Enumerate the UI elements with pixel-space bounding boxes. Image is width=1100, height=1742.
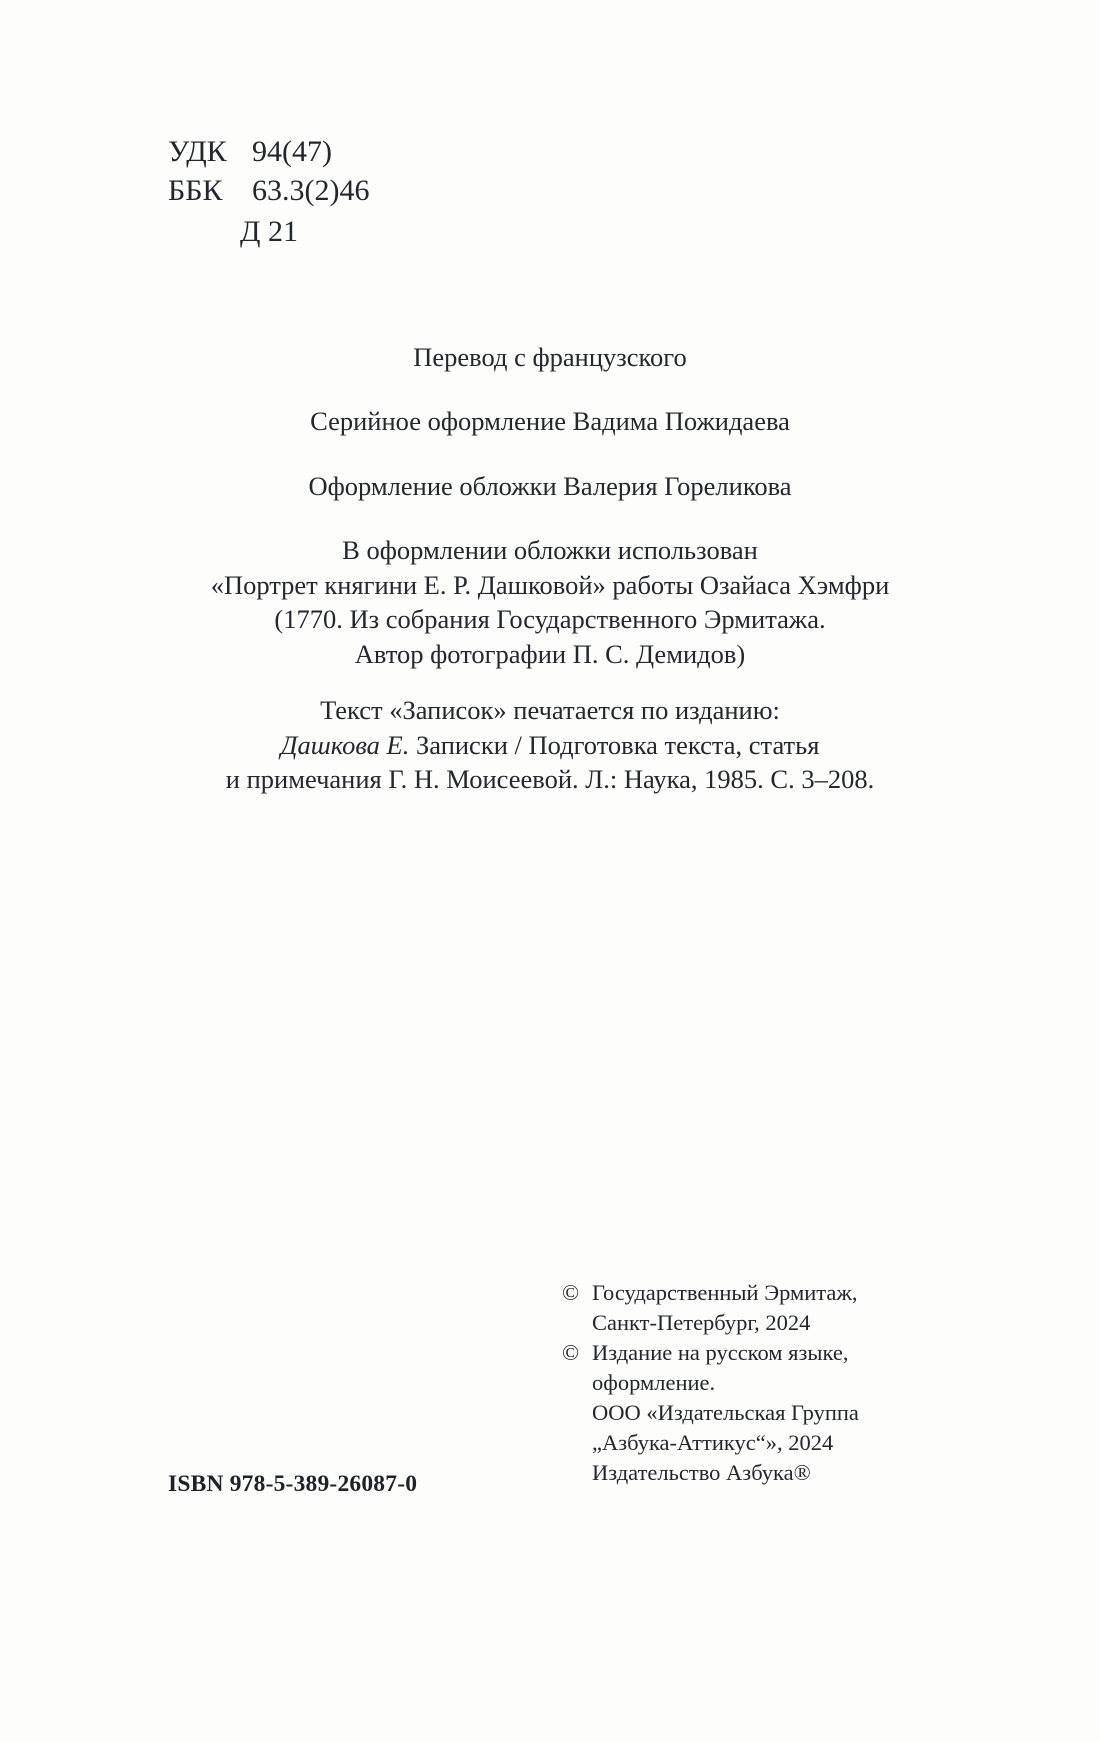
source-note-line-2-rest: Записки / Подготовка текста, статья	[409, 729, 820, 760]
credits-block	[0, 340, 1100, 796]
translation-credit: Перевод с французского	[413, 342, 687, 372]
cover-note-line-1: В оформлении обложки использован	[342, 535, 758, 566]
source-note-line-2	[0, 728, 1100, 762]
copyright-publisher-line-3: ООО «Издательская Группа	[592, 1399, 859, 1425]
cover-artwork-note	[0, 533, 1100, 671]
bbk-value: 63.3(2)46	[252, 174, 370, 207]
isbn: ISBN 978-5-389-26087-0	[168, 1471, 418, 1497]
copyright-icon-2: ©	[562, 1339, 580, 1365]
source-author-italic: Дашкова Е.	[280, 729, 410, 760]
cover-note-line-4: Автор фотографии П. С. Демидов)	[354, 638, 746, 669]
bbk-label: ББК	[168, 174, 223, 207]
copyright-entry-publisher	[562, 1338, 1032, 1488]
udk-row	[168, 132, 369, 171]
classification-block	[168, 132, 369, 251]
cover-note-line-3: (1770. Из собрания Государственного Эрмитажа.	[274, 604, 826, 635]
copyright-icon: ©	[562, 1280, 580, 1305]
copyright-hermitage-line-2: Санкт-Петербург, 2024	[592, 1309, 811, 1335]
series-design-credit: Серийное оформление Вадима Пожидаева	[310, 406, 790, 437]
source-edition-note	[0, 693, 1100, 796]
udk-value: 94(47)	[252, 135, 332, 168]
udk-label: УДК	[168, 135, 227, 168]
copyright-publisher-line-4: „Азбука-Аттикус“», 2024	[592, 1429, 834, 1455]
cover-design-credit: Оформление обложки Валерия Гореликова	[308, 470, 792, 501]
cover-note-line-2: «Портрет княгини Е. Р. Дашковой» работы Озайаса Хэмфри	[210, 569, 890, 600]
bbk-row	[168, 171, 369, 210]
source-note-line-1: Текст «Записок» печатается по изданию:	[320, 695, 780, 726]
copyright-publisher-line-1: Издание на русском языке,	[592, 1339, 849, 1365]
copyright-publisher-line-5: Издательство Азбука®	[592, 1459, 811, 1485]
copyright-entry-hermitage	[562, 1278, 1032, 1338]
copyright-block	[562, 1278, 1032, 1487]
copyright-publisher-line-2: оформление.	[592, 1369, 716, 1395]
author-code: Д 21	[240, 215, 298, 248]
copyright-hermitage-line-1: Государственный Эрмитаж,	[592, 1280, 858, 1305]
source-note-line-3: и примечания Г. Н. Моисеевой. Л.: Наука, 1985. С. 3–208.	[225, 763, 875, 794]
